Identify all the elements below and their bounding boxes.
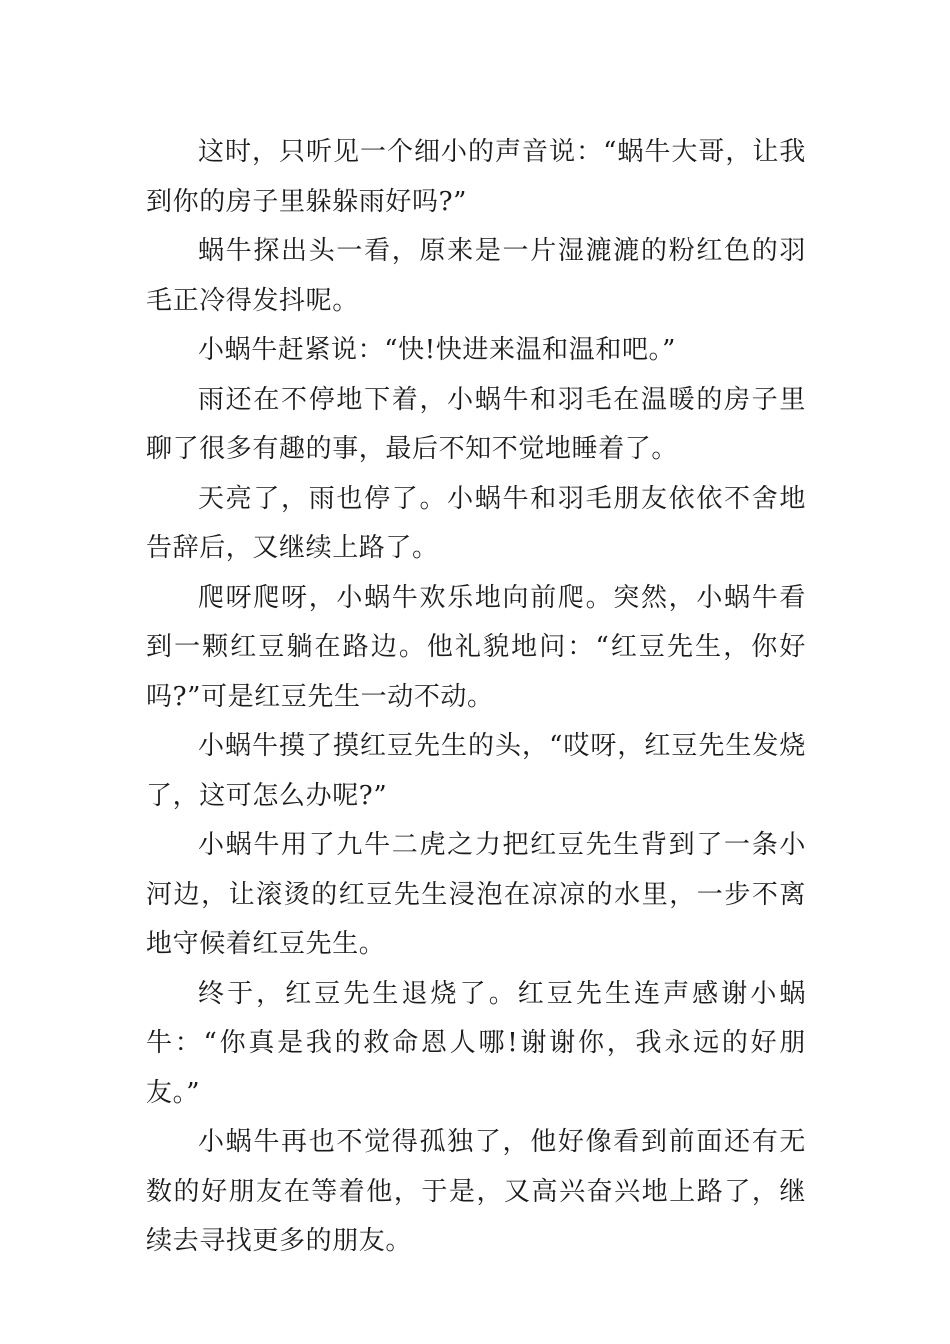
paragraph-2: 蜗牛探出头一看，原来是一片湿漉漉的粉红色的羽毛正冷得发抖呢。 (146, 236, 806, 316)
paragraph-4: 雨还在不停地下着，小蜗牛和羽毛在温暖的房子里聊了很多有趣的事，最后不知不觉地睡着了。 (146, 384, 806, 464)
paragraph-8: 小蜗牛用了九牛二虎之力把红豆先生背到了一条小河边，让滚烫的红豆先生浸泡在凉凉的水里，一步不离地守候着红豆先生。 (146, 830, 806, 959)
document-body (146, 128, 806, 1267)
paragraph-5: 天亮了，雨也停了。小蜗牛和羽毛朋友依依不舍地告辞后，又继续上路了。 (146, 483, 806, 563)
paragraph-7: 小蜗牛摸了摸红豆先生的头，“哎呀，红豆先生发烧了，这可怎么办呢?” (146, 731, 806, 811)
paragraph-9: 终于，红豆先生退烧了。红豆先生连声感谢小蜗牛：“你真是我的救命恩人哪!谢谢你，我永远的好朋友。” (146, 978, 806, 1108)
paragraph-10: 小蜗牛再也不觉得孤独了，他好像看到前面还有无数的好朋友在等着他，于是，又高兴奋兴地上路了，继续去寻找更多的朋友。 (146, 1127, 806, 1256)
paragraph-6: 爬呀爬呀，小蜗牛欢乐地向前爬。突然，小蜗牛看到一颗红豆躺在路边。他礼貌地问：“红豆先生，你好吗?”可是红豆先生一动不动。 (146, 582, 806, 712)
paragraph-1: 这时，只听见一个细小的声音说：“蜗牛大哥，让我到你的房子里躲躲雨好吗?” (146, 137, 806, 217)
paragraph-3: 小蜗牛赶紧说：“快!快进来温和温和吧。” (198, 335, 677, 365)
